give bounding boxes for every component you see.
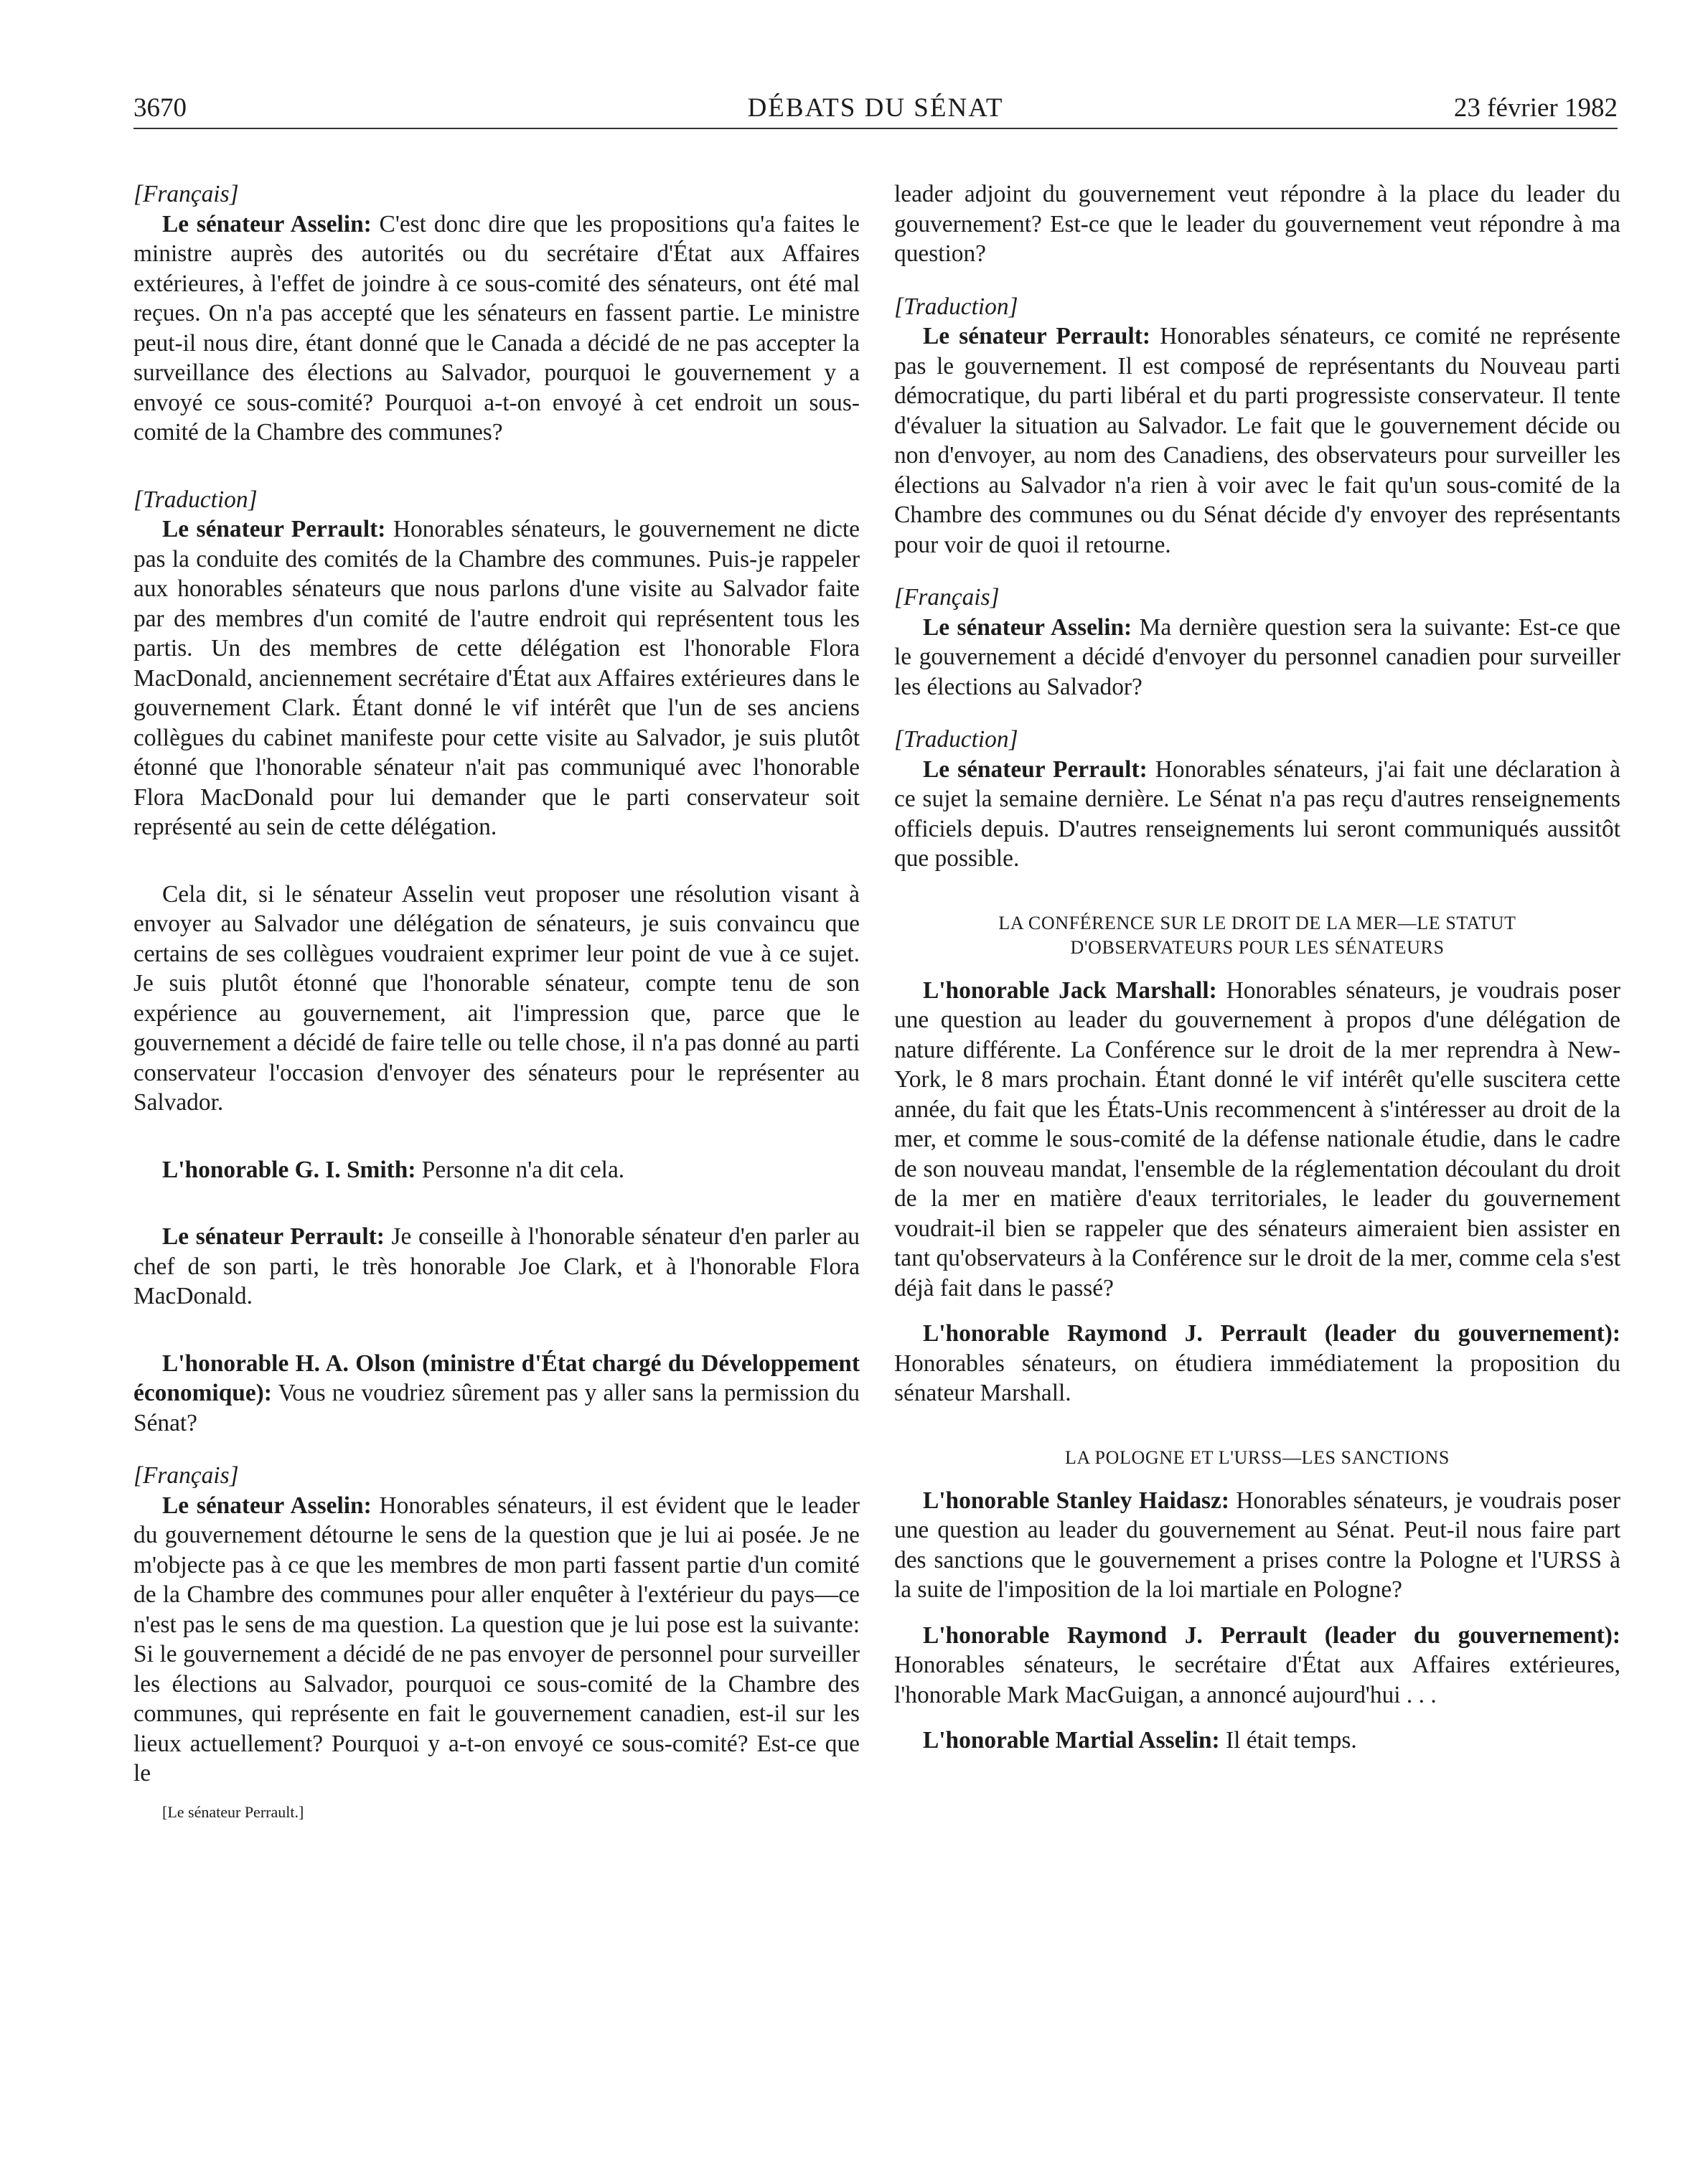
right-column: [894, 179, 1620, 1756]
speaker-name: Le sénateur Asselin:: [162, 210, 372, 237]
section-heading: [894, 1446, 1620, 1470]
speech-text: C'est donc dire que les propositions qu'a faites le ministre auprès des autorités ou du secrétaire d'État aux Affaires extérieures, à l'effet de joindre à ce sous-comité des sénateurs, ont été mal reçues. On n'a pas accepté que les sénateurs en fassent partie. Le ministre peut-il nous dire, étant donné que le Canada a décidé de ne pas accepter la surveillance des élections au Salvador, pourquoi le gouvernement y a envoyé ce sous-comité? Pourquoi a-t-on envoyé à cet endroit un sous-comité de la Chambre des communes?: [133, 210, 860, 446]
speech-paragraph: [133, 514, 860, 842]
language-marker: [Français]: [133, 181, 239, 207]
speech-text: Vous ne voudriez sûrement pas y aller sans la permission du Sénat?: [133, 1380, 860, 1436]
speech-paragraph: [133, 210, 860, 448]
speech-paragraph: [894, 321, 1620, 560]
publication-date: 23 février 1982: [1453, 93, 1618, 123]
speaker-name: Le sénateur Asselin:: [923, 613, 1132, 641]
speaker-name: Le sénateur Asselin:: [162, 1492, 372, 1519]
section-heading-line: LA CONFÉRENCE SUR LE DROIT DE LA MER—LE STATUT: [998, 912, 1516, 933]
section-heading: [894, 911, 1620, 960]
speech-paragraph: leader adjoint du gouvernement veut répondre à la place du leader du gouvernement? Est-ce que le leader du gouvernement veut répondre à ma question?: [894, 181, 1620, 267]
speaker-name: L'honorable Stanley Haidasz:: [923, 1487, 1229, 1514]
speech-paragraph: [894, 755, 1620, 874]
speaker-name: L'honorable H. A. Olson (ministre d'État chargé du Développement économique):: [133, 1350, 860, 1406]
page-number: 3670: [133, 93, 187, 123]
speech-text: Honorables sénateurs, le gouvernement ne dicte pas la conduite des comités de la Chambre des communes. Puis-je rappeler aux honorables sénateurs que nous parlons d'une visite au Salvador faite par des membres d'un comité de l'autre endroit qui représentent tous les partis. Un des membres de cette délégation est l'honorable Flora MacDonald, anciennement secrétaire d'État aux Affaires extérieures dans le gouvernement Clark. Étant donné le vif intérêt que l'un de ses anciens collègues du cabinet manifeste pour cette visite au Salvador, je suis plutôt étonné que l'honorable sénateur n'ait pas communiqué avec l'honorable Flora MacDonald pour lui demander que le parti conservateur soit représenté au sein de cette délégation.: [133, 516, 860, 840]
section-heading-line: D'OBSERVATEURS POUR LES SÉNATEURS: [1070, 936, 1445, 958]
speech-paragraph: [894, 976, 1620, 1304]
speech-paragraph: [894, 1319, 1620, 1408]
left-column: [133, 179, 860, 1823]
speaker-footnote: [Le sénateur Perrault.]: [162, 1802, 304, 1821]
language-marker: [Français]: [894, 584, 1000, 611]
speech-text: Honorables sénateurs, le secrétaire d'État aux Affaires extérieures, l'honorable Mark MacGuigan, a annoncé aujourd'hui . . .: [894, 1652, 1620, 1708]
speech-paragraph: [894, 1621, 1620, 1710]
speech-text: Ma dernière question sera la suivante: Est-ce que le gouvernement a décidé d'envoyer du personnel canadien pour surveiller les élections au Salvador?: [894, 613, 1620, 700]
speech-text: Honorables sénateurs, je voudrais poser une question au leader du gouvernement à propos d'une délégation de nature différente. La Conférence sur le droit de la mer reprendra à New-York, le 8 mars prochain. Étant donné le vif intérêt qu'elle suscitera cette année, du fait que les États-Unis recommencent à s'intéresser au droit de la mer, et comme le sous-comité de la défense nationale étudie, dans le cadre de son nouveau mandat, l'ensemble de la réglementation découlant du droit de la mer en matière d'eaux territoriales, le leader du gouvernement voudrait-il bien se rappeler que des sénateurs aimeraient bien assister en tant qu'observateurs à la Conférence sur le droit de la mer, comme cela s'est déjà fait dans le passé?: [894, 976, 1620, 1302]
speaker-name: L'honorable Raymond J. Perrault (leader du gouvernement):: [923, 1320, 1620, 1347]
speech-paragraph: [133, 1491, 860, 1789]
speaker-name: L'honorable Raymond J. Perrault (leader du gouvernement):: [923, 1621, 1620, 1649]
section-heading-line: LA POLOGNE ET L'URSS—LES SANCTIONS: [1065, 1446, 1450, 1468]
speech-paragraph: [894, 1726, 1620, 1756]
speaker-name: L'honorable G. I. Smith:: [162, 1156, 416, 1183]
speaker-name: L'honorable Jack Marshall:: [923, 976, 1217, 1004]
speech-text: Honorables sénateurs, on étudiera immédiatement la proposition du sénateur Marshall.: [894, 1350, 1620, 1406]
speech-paragraph: Cela dit, si le sénateur Asselin veut proposer une résolution visant à envoyer au Salvador une délégation de sénateurs, je suis convaincu que certains de ses collègues voudraient exprimer leur point de vue à ce sujet. Je suis plutôt étonné que l'honorable sénateur, compte tenu de son expérience au gouvernement, ait l'impression que, parce que le gouvernement a décidé de faire telle ou telle chose, il n'a pas donné au parti conservateur l'occasion d'envoyer des sénateurs pour le représenter au Salvador.: [133, 880, 860, 1116]
language-marker: [Traduction]: [894, 293, 1018, 320]
language-marker: [Traduction]: [133, 486, 258, 513]
speech-paragraph: [894, 613, 1620, 702]
speech-paragraph: [133, 1155, 860, 1185]
publication-title: DÉBATS DU SÉNAT: [747, 93, 1004, 123]
speaker-name: Le sénateur Perrault:: [923, 323, 1150, 349]
speech-paragraph: [133, 1349, 860, 1439]
speaker-name: Le sénateur Perrault:: [162, 516, 386, 542]
speech-text: Honorables sénateurs, il est évident que le leader du gouvernement détourne le sens de la question que je lui ai posée. Je ne m'objecte pas à ce que les membres de mon parti fassent partie d'un comité de la Chambre des communes pour aller enquêter à l'extérieur du pays—ce n'est pas le sens de ma question. La question que je lui pose est la suivante: Si le gouvernement a décidé de ne pas envoyer de personnel pour surveiller les élections au Salvador, pourquoi ce sous-comité de la Chambre des communes, qui représente en fait le gouvernement canadien, est-il sur les lieux actuellement? Pourquoi y a-t-on envoyé ce sous-comité? Est-ce que le: [133, 1492, 860, 1787]
speaker-name: L'honorable Martial Asselin:: [923, 1727, 1220, 1754]
speech-text: Honorables sénateurs, je voudrais poser une question au leader du gouvernement au Sénat. Peut-il nous faire part des sanctions que le gouvernement a prises contre la Pologne et l'URSS à la suite de l'imposition de la loi martiale en Pologne?: [894, 1487, 1620, 1603]
speech-text: Personne n'a dit cela.: [416, 1156, 625, 1183]
speech-text: Je conseille à l'honorable sénateur d'en parler au chef de son parti, le très honorable Joe Clark, et à l'honorable Flora MacDonald.: [133, 1223, 860, 1309]
speech-text: Il était temps.: [1219, 1727, 1357, 1754]
speech-text: Honorables sénateurs, ce comité ne représente pas le gouvernement. Il est composé de représentants du Nouveau parti démocratique, du parti libéral et du parti progressiste conservateur. Il tente d'évaluer la situation au Salvador. Le fait que le gouvernement décide ou non d'envoyer, au nom des Canadiens, des observateurs pour surveiller les élections au Salvador n'a rien à voir avec le fait qu'un sous-comité de la Chambre des communes ou du Sénat décide d'y envoyer des représentants pour voir de quoi il retourne.: [894, 323, 1620, 558]
speaker-name: Le sénateur Perrault:: [923, 756, 1148, 783]
speech-paragraph: [894, 1486, 1620, 1605]
page-header: [133, 90, 1618, 129]
speech-paragraph: [133, 1222, 860, 1312]
language-marker: [Français]: [133, 1462, 239, 1489]
language-marker: [Traduction]: [894, 726, 1018, 753]
speech-text: Honorables sénateurs, j'ai fait une déclaration à ce sujet la semaine dernière. Le Sénat n'a pas reçu d'autres renseignements officiels depuis. D'autres renseignements lui seront communiqués aussitôt que possible.: [894, 756, 1620, 872]
speaker-name: Le sénateur Perrault:: [162, 1223, 385, 1250]
